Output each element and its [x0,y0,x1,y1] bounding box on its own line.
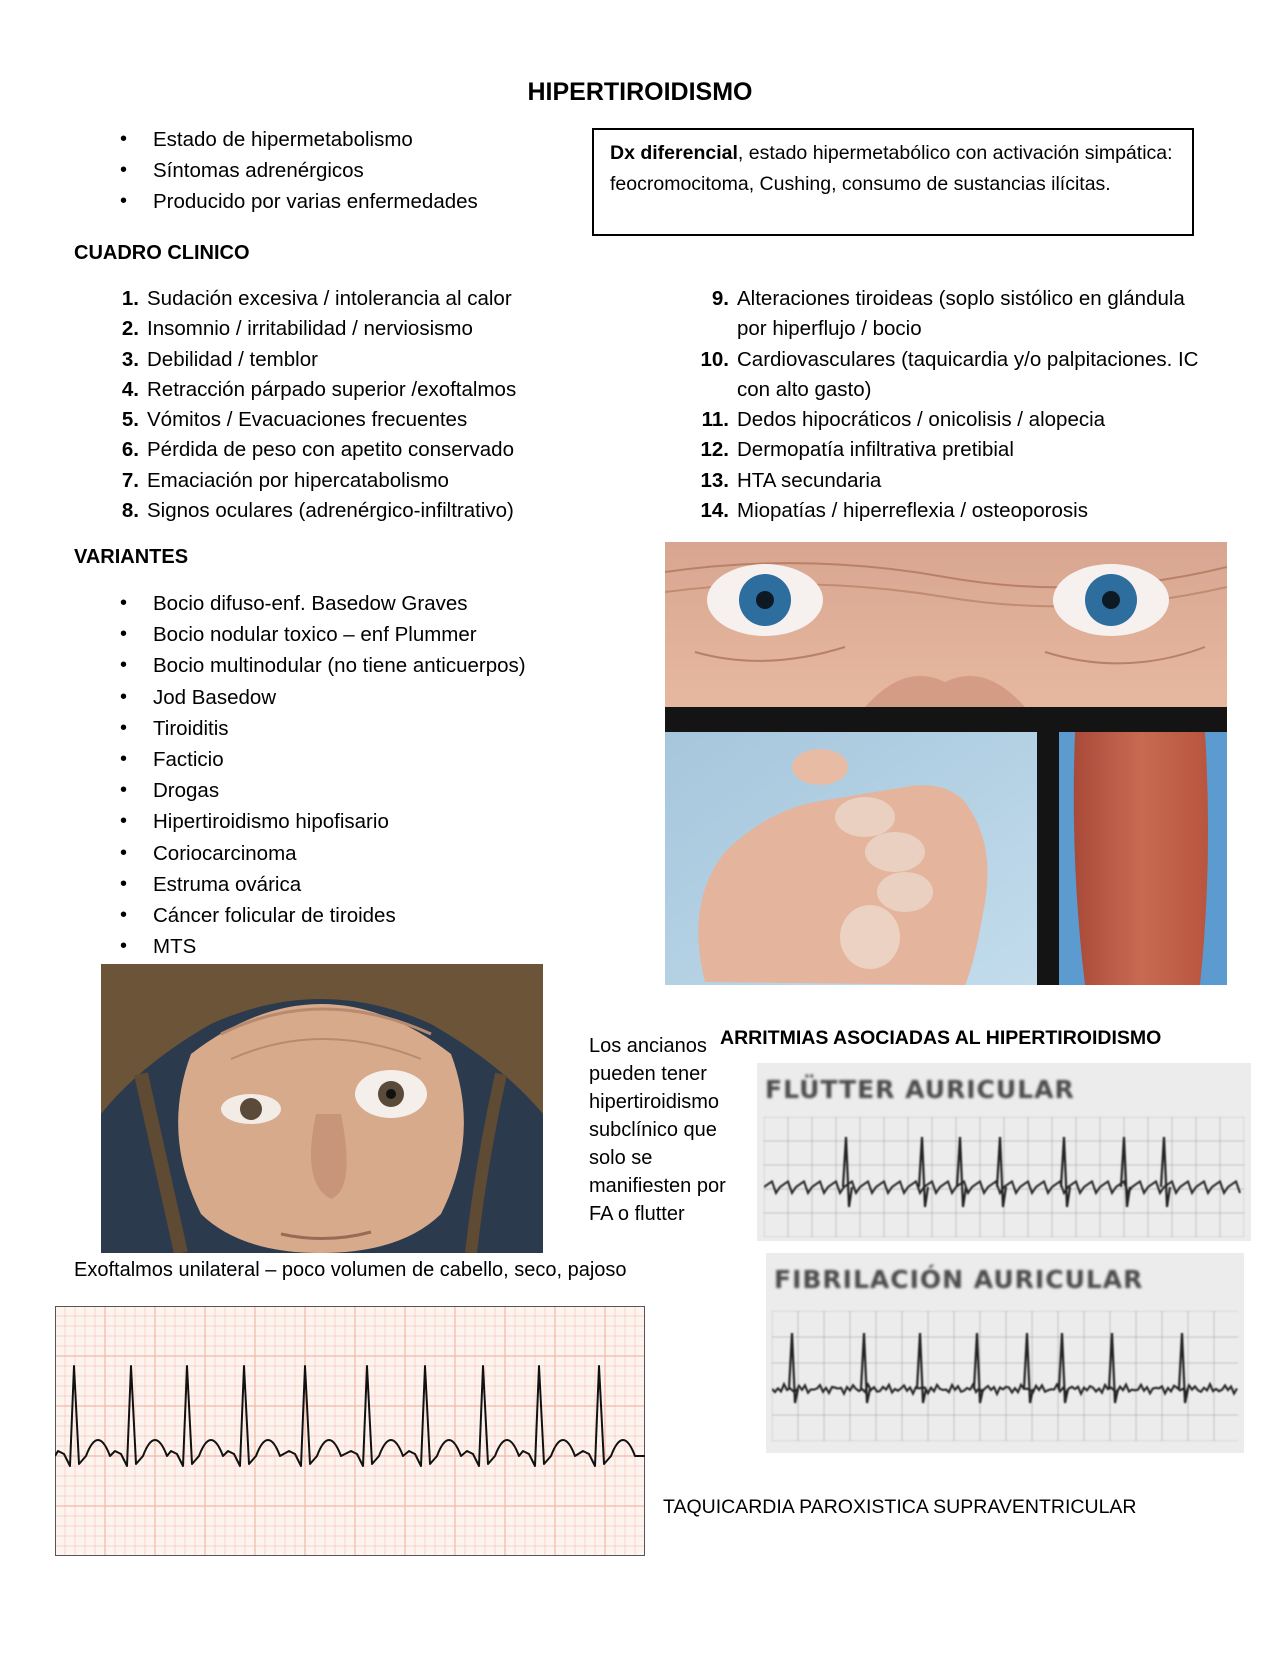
item-number: 14. [700,499,729,523]
variantes-heading: VARIANTES [74,546,189,568]
variante-item: • Bocio multinodular (no tiene anticuerpos) [80,650,640,681]
variante-item: • MTS [80,931,640,962]
cuadro-clinico-heading: CUADRO CLINICO [74,242,250,264]
variante-item: • Drogas [80,775,640,806]
item-text: Debilidad / temblor [147,347,318,371]
variante-item: • Estruma ovárica [80,869,640,900]
item-number: 9. [711,287,729,310]
cuadro-clinico-item [700,496,1210,526]
cuadro-clinico-list-right [700,284,1210,526]
item-number: 6. [121,438,139,462]
cuadro-clinico-item [700,405,1210,435]
cuadro-clinico-item [110,435,670,465]
arrhythmias-title: ARRITMIAS ASOCIADAS AL HIPERTIROIDISMO [720,1027,1162,1049]
variante-item: • Tiroiditis [80,713,640,744]
item-text: Cardiovasculares (taquicardia y/o palpitaciones. IC con alto gasto) [737,347,1199,401]
item-number: 4. [121,377,139,401]
item-text: Sudación excesiva / intolerancia al calor [147,287,512,310]
variante-item: • Cáncer folicular de tiroides [80,900,640,931]
cuadro-clinico-item [110,314,670,344]
cuadro-clinico-item [110,375,670,405]
item-text: Signos oculares (adrenérgico-infiltrativo) [147,499,514,523]
variante-item: • Facticio [80,744,640,775]
item-text: Insomnio / irritabilidad / nerviosismo [147,317,473,341]
pretibial-leg-icon [1074,732,1208,985]
item-text: Retracción párpado superior /exoftalmos [147,377,517,401]
cuadro-clinico-list-left [110,284,670,526]
item-text: HTA secundaria [737,468,882,492]
cuadro-clinico-item [700,435,1210,465]
item-number: 11. [701,408,729,432]
item-number: 13. [700,468,729,492]
flutter-ecg-panel [757,1063,1251,1241]
intro-bullet-item: • Síntomas adrenérgicos [80,155,560,186]
variante-item: • Bocio difuso-enf. Basedow Graves [80,588,640,619]
variante-item: • Hipertiroidismo hipofisario [80,806,640,837]
flutter-ecg-trace [764,1117,1244,1237]
cuadro-clinico-item [110,496,670,526]
svt-title: TAQUICARDIA PAROXISTICA SUPRAVENTRICULAR [663,1496,1137,1518]
cuadro-clinico-item [700,345,1210,406]
variante-item: • Bocio nodular toxico – enf Plummer [80,619,640,650]
fibrillation-ecg-panel [766,1253,1244,1453]
dx-diferencial-label: Dx diferencial [610,142,738,164]
item-number: 3. [121,347,139,371]
elderly-note: Los ancianos pueden tener hipertiroidismo subclínico que solo se manifiesten por FA o flutter [589,1035,726,1225]
item-number: 7. [121,468,139,492]
item-number: 2. [121,317,139,341]
item-number: 10. [700,347,729,371]
variante-item: • Jod Basedow [80,682,640,713]
fibrillation-ecg-trace [772,1311,1238,1441]
dx-diferencial-text: , estado hipermetabólico con activación simpática: feocromocitoma, Cushing, consumo de sustancias ilícitas. [610,142,1173,195]
intro-bullet-item: • Estado de hipermetabolismo [80,124,560,155]
variantes-list [80,588,640,962]
item-text: Vómitos / Evacuaciones frecuentes [147,408,468,432]
page-title: HIPERTIROIDISMO [527,78,753,106]
item-text: Dermopatía infiltrativa pretibial [737,438,1014,462]
unilateral-exophthalmos-photo [101,964,543,1253]
cuadro-clinico-item [110,284,670,314]
dx-diferencial-box [592,128,1194,236]
cuadro-clinico-item [110,345,670,375]
cuadro-clinico-item [700,466,1210,496]
variante-item: • Coriocarcinoma [80,838,640,869]
item-text: Emaciación por hipercatabolismo [147,468,449,492]
cuadro-clinico-item [700,284,1210,345]
item-text: Pérdida de peso con apetito conservado [147,438,514,462]
item-number: 1. [121,287,139,310]
svt-ecg-strip [55,1306,645,1556]
cuadro-clinico-item [110,466,670,496]
item-number: 8. [121,499,139,523]
item-number: 12. [700,438,729,462]
intro-bullet-item: • Producido por varias enfermedades [80,186,560,217]
item-text: Dedos hipocráticos / onicolisis / alopecia [737,408,1106,432]
face-photo-caption: Exoftalmos unilateral – poco volumen de cabello, seco, pajoso [74,1259,627,1281]
flutter-ecg-label: FLÜTTER AURICULAR [765,1075,1075,1104]
item-number: 5. [121,408,139,432]
svt-ecg-trace [55,1306,645,1556]
exophthalmos-clubbing-photo [665,542,1227,985]
fibrillation-ecg-label: FIBRILACIÓN AURICULAR [774,1265,1144,1294]
item-text: Alteraciones tiroideas (soplo sistólico en glándula por hiperflujo / bocio [737,287,1185,341]
intro-bullet-list [80,124,560,218]
item-text: Miopatías / hiperreflexia / osteoporosis [737,499,1088,523]
cuadro-clinico-item [110,405,670,435]
